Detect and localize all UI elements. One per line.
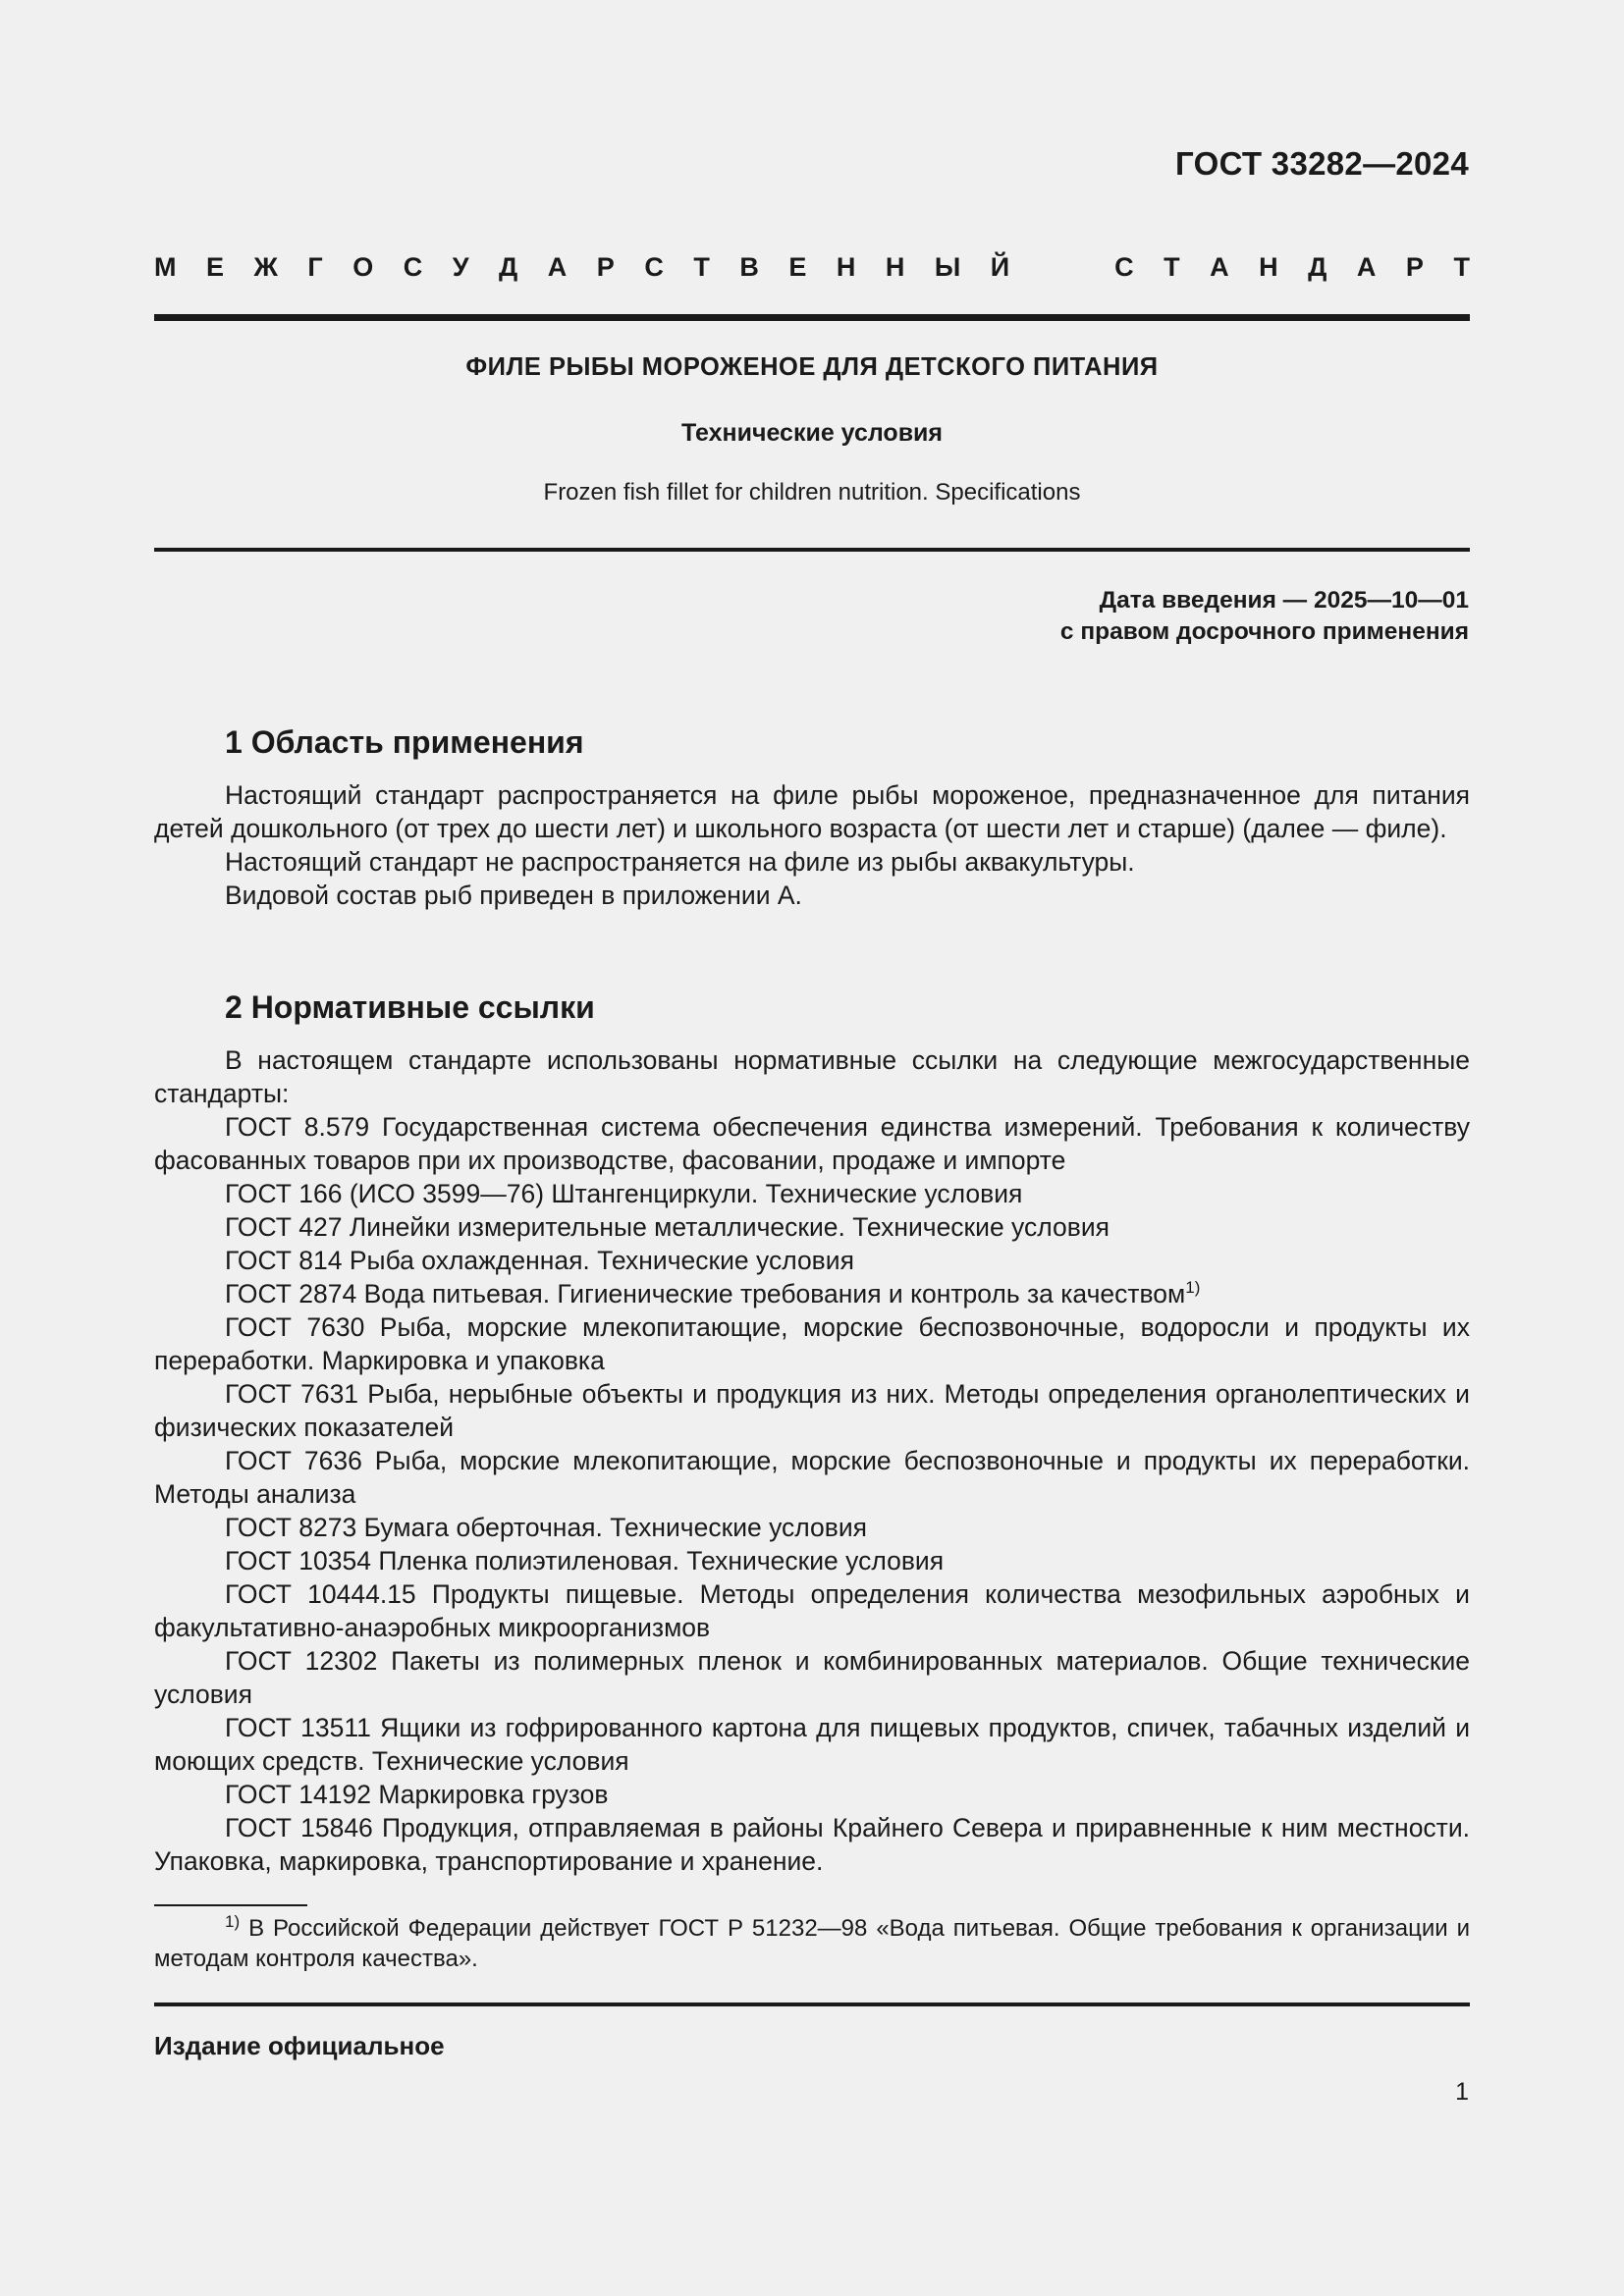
- banner-letter: Д: [1308, 252, 1327, 282]
- standard-type-banner: [154, 252, 1470, 283]
- banner-letter: Н: [836, 252, 856, 282]
- document-subtitle: Технические условия: [680, 419, 944, 447]
- footnote-text: В Российской Федерации действует ГОСТ Р 51232—98 «Вода питьевая. Общие требования к организации и методам контроля качества».: [154, 1915, 1470, 1972]
- banner-letter: Н: [885, 252, 905, 282]
- reference-item: ГОСТ 7631 Рыба, нерыбные объекты и продукция из них. Методы определения органолептических и физических показателей: [154, 1379, 1470, 1442]
- introduction-date-line: Дата введения — 2025—10—01: [1099, 587, 1469, 614]
- banner-letter: Ж: [253, 252, 278, 282]
- paragraph: Настоящий стандарт распространяется на филе рыбы мороженое, предназначенное для питания детей дошкольного (от трех до шести лет) и школьного возраста (от шести лет и старше) (далее — филе).: [154, 780, 1470, 843]
- banner-letter: Т: [1453, 252, 1470, 282]
- reference-item: ГОСТ 15846 Продукция, отправляемая в районы Крайнего Севера и приравненные к ним местности. Упаковка, маркировка, транспортирование и хранение.: [154, 1813, 1470, 1876]
- official-edition-label: Издание официальное: [154, 2031, 445, 2060]
- paragraph: В настоящем стандарте использованы нормативные ссылки на следующие межгосударственные стандарты:: [154, 1045, 1470, 1108]
- banner-letter: Т: [1164, 252, 1180, 282]
- reference-item: ГОСТ 166 (ИСО 3599—76) Штангенциркули. Технические условия: [225, 1179, 1023, 1208]
- footnote: [154, 1913, 1470, 1974]
- banner-letter: Е: [206, 252, 225, 282]
- banner-letter: А: [547, 252, 568, 282]
- banner-letter: В: [739, 252, 759, 282]
- section-scope: [154, 724, 1470, 912]
- reference-text: ГОСТ 2874 Вода питьевая. Гигиенические требования и контроль за качеством: [225, 1279, 1186, 1308]
- reference-item: ГОСТ 814 Рыба охлажденная. Технические условия: [225, 1246, 854, 1275]
- document-number: ГОСТ 33282—2024: [1175, 145, 1469, 182]
- english-title: Frozen fish fillet for children nutrition. Specifications: [543, 479, 1081, 506]
- banner-letter: Ы: [934, 252, 961, 282]
- banner-letter: Н: [1259, 252, 1278, 282]
- footnote-marker: 1): [225, 1912, 241, 1931]
- banner-letter: Т: [693, 252, 710, 282]
- reference-item: ГОСТ 10354 Пленка полиэтиленовая. Технические условия: [225, 1546, 945, 1575]
- section-normative-references: [154, 989, 1470, 1878]
- banner-letter: Р: [596, 252, 615, 282]
- reference-item: ГОСТ 12302 Пакеты из полимерных пленок и комбинированных материалов. Общие технические условия: [154, 1646, 1470, 1709]
- reference-item: ГОСТ 8.579 Государственная система обеспечения единства измерений. Требования к количеству фасованных товаров при их производстве, фасовании, продаже и импорте: [154, 1112, 1470, 1175]
- paragraph: Настоящий стандарт не распространяется на филе из рыбы аквакультуры.: [225, 847, 1135, 877]
- banner-letter: У: [452, 252, 469, 282]
- reference-item: ГОСТ 8273 Бумага оберточная. Технические условия: [225, 1513, 868, 1542]
- banner-word-gap: [1040, 252, 1085, 283]
- footnote-separator: [154, 1904, 307, 1906]
- title-divider: [154, 548, 1470, 552]
- reference-item: ГОСТ 13511 Ящики из гофрированного картона для пищевых продуктов, спичек, табачных изделий и моющих средств. Технические условия: [154, 1713, 1470, 1776]
- banner-letter: Д: [499, 252, 518, 282]
- section-heading: 1 Область применения: [225, 724, 584, 760]
- banner-letter: С: [403, 252, 423, 282]
- paragraph: Видовой состав рыб приведен в приложении А.: [225, 881, 802, 910]
- reference-item: ГОСТ 14192 Маркировка грузов: [225, 1780, 609, 1809]
- header-divider: [154, 314, 1470, 321]
- reference-item: ГОСТ 10444.15 Продукты пищевые. Методы определения количества мезофильных аэробных и факультативно-анаэробных микроорганизмов: [154, 1579, 1470, 1642]
- reference-item: ГОСТ 7630 Рыба, морские млекопитающие, морские беспозвоночные, водоросли и продукты их переработки. Маркировка и упаковка: [154, 1312, 1470, 1375]
- banner-letter: С: [644, 252, 664, 282]
- banner-letter: Р: [1405, 252, 1424, 282]
- reference-item: ГОСТ 427 Линейки измерительные металлические. Технические условия: [225, 1212, 1110, 1242]
- reference-item: ГОСТ 7636 Рыба, морские млекопитающие, морские беспозвоночные и продукты их переработки. Методы анализа: [154, 1446, 1470, 1509]
- early-application-line: с правом досрочного применения: [1059, 618, 1469, 645]
- banner-letter: А: [1356, 252, 1377, 282]
- banner-letter: Г: [307, 252, 323, 282]
- banner-letter: А: [1210, 252, 1229, 282]
- banner-letter: М: [154, 252, 177, 282]
- introduction-date: [1060, 585, 1469, 648]
- banner-letter: О: [352, 252, 374, 282]
- banner-letter: С: [1114, 252, 1134, 282]
- document-title: ФИЛЕ РЫБЫ МОРОЖЕНОЕ ДЛЯ ДЕТСКОГО ПИТАНИЯ: [465, 353, 1159, 381]
- footer-divider: [154, 2002, 1470, 2006]
- section-heading: 2 Нормативные ссылки: [225, 989, 595, 1025]
- banner-letter: Й: [990, 252, 1010, 282]
- page-number: 1: [1455, 2078, 1469, 2106]
- banner-letter: Е: [788, 252, 807, 282]
- footnote-reference[interactable]: 1): [1185, 1278, 1201, 1298]
- reference-item: [154, 1277, 1470, 1310]
